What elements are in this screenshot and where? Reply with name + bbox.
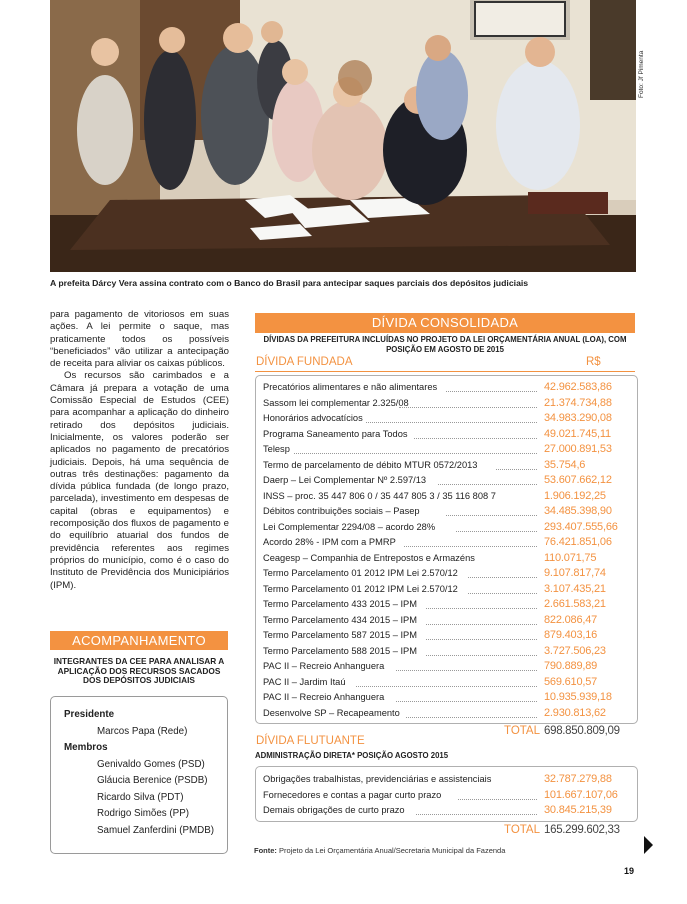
leader-dots [438,484,537,485]
leader-dots [356,686,537,687]
divida-fundada-label: DÍVIDA FUNDADA [256,356,353,368]
row-item: PAC II – Recreio Anhanguera [263,661,385,671]
divida-flutuante-subtitle: ADMINISTRAÇÃO DIRETA* POSIÇÃO AGOSTO 2015 [255,751,449,760]
member-name: Ricardo Silva (PDT) [97,792,184,803]
presidente-name: Marcos Papa (Rede) [97,726,188,737]
leader-dots [294,453,537,454]
row-value: 2.661.583,21 [544,598,606,610]
table-row [256,505,637,520]
member-name: Genivaldo Gomes (PSD) [97,759,205,770]
row-item: Termo de parcelamento de débito MTUR 0572/2013 [263,459,478,470]
leader-dots [468,577,537,578]
row-item: Sassom lei complementar 2.325/08 [263,397,409,408]
row-value: 293.407.555,66 [544,520,618,533]
leader-dots [446,391,537,392]
row-value: 790.889,89 [544,660,598,672]
fundada-total-value: 698.850.809,09 [544,725,620,737]
row-item: Daerp – Lei Complementar Nº 2.597/13 [263,475,427,485]
leader-dots [496,469,537,470]
row-value: 30.845.215,39 [544,804,612,816]
table-row [256,428,637,443]
source-label: Fonte: [254,846,277,855]
table-row [256,789,637,804]
row-value: 53.607.662,12 [544,474,612,486]
row-item: Lei Complementar 2294/08 – acordo 28% [263,521,436,532]
table-row [256,412,637,427]
members-box [50,696,228,854]
table-row [256,443,637,458]
acompanhamento-subtitle: INTEGRANTES DA CEE PARA ANALISAR A APLICAÇÃO DOS RECURSOS SACADOS DOS DEPÓSITOS JUDICIAIS [53,656,225,685]
row-item: Programa Saneamento para Todos [263,428,408,439]
row-value: 3.727.506,23 [544,644,606,657]
row-value: 10.935.939,18 [544,691,612,703]
table-row [256,773,637,788]
photo-caption: A prefeita Dárcy Vera assina contrato com o Banco do Brasil para antecipar saques parciais dos depósitos judiciais [50,278,529,288]
table-row [256,381,637,396]
currency-label: R$ [586,356,601,368]
table-row [256,583,637,598]
presidente-label: Presidente [64,709,115,720]
row-item: Honorários advocatícios [263,413,363,423]
article-paragraph: Os recursos são carimbados e a Câmara já prepara a votação de uma Comissão Especial de Estudos (CEE) para acompanhar a aplicação do dinheiro retirado dos depósitos judiciais. Inicialmente, os valores poderão ser aplicados no pagamento de precatórios judiciais. Depois, há uma sequência de outras três destinações: pagamento da dívida pública fundada (de longo prazo, parcelada), investimento em despesas de capital (obras e equipamentos) e recomposição dos fluxos de pagamento e do equilíbrio atuarial dos fundos de previdência referentes aos regimes próprios do município, como é o caso do Instituto de Previdência dos Municipiários (IPM). [50,370,229,591]
row-item: PAC II – Recreio Anhanguera [263,692,385,702]
row-value: 42.962.583,86 [544,381,612,393]
row-item: Termo Parcelamento 01 2012 IPM Lei 2.570/12 [263,583,458,594]
row-value: 3.107.435,21 [544,582,606,595]
table-row [256,490,637,505]
page-number: 19 [624,866,635,876]
row-item: Obrigações trabalhistas, previdenciárias e assistenciais [263,774,492,784]
row-item: Termo Parcelamento 587 2015 – IPM [263,630,417,640]
row-value: 35.754,6 [544,458,586,471]
row-item: INSS – proc. 35 447 806 0 / 35 447 805 3 / 35 116 808 7 [263,490,496,501]
acompanhamento-banner: ACOMPANHAMENTO [50,631,228,650]
membros-label: Membros [64,742,108,753]
table-row [256,536,637,551]
source-text: Projeto da Lei Orçamentária Anual/Secretaria Municipal da Fazenda [279,846,506,855]
row-value: 110.071,75 [544,551,597,564]
table-row [256,397,637,412]
leader-dots [399,407,537,408]
photo-credit-text: Foto: Jf Pimenta [638,50,645,98]
leader-dots [406,717,537,718]
row-value: 34.485.398,90 [544,505,612,517]
row-item: Termo Parcelamento 588 2015 – IPM [263,645,417,656]
row-value: 2.930.813,62 [544,706,606,719]
row-item: Desenvolve SP – Recapeamento [263,707,400,718]
leader-dots [404,546,537,547]
header-divider [255,371,635,372]
table-row [256,459,637,474]
row-value: 101.667.107,06 [544,788,618,801]
leader-dots [396,670,537,671]
row-item: Termo Parcelamento 434 2015 – IPM [263,614,417,625]
leader-dots [426,608,537,609]
table-row [256,804,637,819]
row-value: 49.021.745,11 [544,427,611,440]
signing-photo [50,0,636,272]
row-value: 34.983.290,08 [544,412,612,424]
row-value: 9.107.817,74 [544,567,606,579]
table-row [256,707,637,722]
row-item: Débitos contribuições sociais – Pasep [263,506,420,516]
leader-dots [456,531,537,532]
row-item: Telesp [263,444,290,454]
leader-dots [426,655,537,656]
table-row [256,552,637,567]
leader-dots [416,814,537,815]
flutuante-total-value: 165.299.602,33 [544,824,620,836]
leader-dots [396,701,537,702]
row-item: Termo Parcelamento 433 2015 – IPM [263,599,417,609]
divida-banner: DÍVIDA CONSOLIDADA [255,313,635,333]
divida-flutuante-label: DÍVIDA FLUTUANTE [256,735,365,747]
table-row [256,676,637,691]
continue-arrow-icon [644,836,653,854]
member-name: Samuel Zanferdini (PMDB) [97,825,215,836]
table-row [256,614,637,629]
divida-subtitle: DÍVIDAS DA PREFEITURA INCLUÍDAS NO PROJETO DA LEI ORÇAMENTÁRIA ANUAL (LOA), COM POSIÇÃO EM AGOSTO DE 2015 [263,335,627,354]
article-body [50,309,229,592]
source-note [254,846,505,855]
row-value: 27.000.891,53 [544,443,612,455]
row-value: 21.374.734,88 [544,396,612,409]
member-name: Gláucia Berenice (PSDB) [97,775,208,786]
table-row [256,629,637,644]
leader-dots [414,438,537,439]
row-value: 76.421.851,06 [544,536,612,548]
fundada-total-label: TOTAL [504,725,540,737]
table-row [256,567,637,582]
leader-dots [468,593,537,594]
photo-credit [638,48,652,98]
row-item: Acordo 28% - IPM com a PMRP [263,537,396,547]
table-row [256,598,637,613]
table-row [256,474,637,489]
divida-flutuante-table [255,766,638,822]
row-item: Precatórios alimentares e não alimentares [263,382,438,392]
leader-dots [366,422,537,423]
table-row [256,521,637,536]
table-row [256,645,637,660]
row-value: 822.086,47 [544,613,598,626]
divida-fundada-table [255,375,638,724]
row-value: 1.906.192,25 [544,489,606,502]
row-item: Ceagesp – Companhia de Entrepostos e Armazéns [263,552,475,563]
flutuante-total-label: TOTAL [504,824,540,836]
leader-dots [446,515,537,516]
row-item: Demais obrigações de curto prazo [263,805,405,815]
table-row [256,660,637,675]
row-value: 879.403,16 [544,629,598,641]
leader-dots [458,799,537,800]
row-item: PAC II – Jardim Itaú [263,676,346,687]
leader-dots [426,639,537,640]
leader-dots [426,624,537,625]
row-item: Termo Parcelamento 01 2012 IPM Lei 2.570/12 [263,568,458,578]
row-value: 32.787.279,88 [544,773,612,785]
row-item: Fornecedores e contas a pagar curto prazo [263,789,442,800]
member-name: Rodrigo Simões (PP) [97,808,190,819]
table-row [256,691,637,706]
article-paragraph: para pagamento de vitoriosos em suas ações. A lei permite o saque, mas praticamente todos os possíveis “beneficiados” vão utilizar a antecipação de receita para aliviar os caixas públicos. [50,309,229,370]
row-value: 569.610,57 [544,675,598,688]
